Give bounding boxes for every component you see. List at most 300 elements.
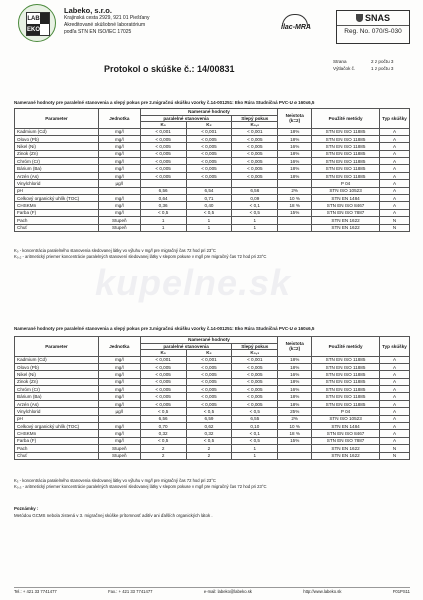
table-cell xyxy=(278,445,312,452)
table-cell: STN EN ISO 11885 xyxy=(312,172,380,179)
table-cell: < 0,005 xyxy=(140,150,186,157)
table-cell: mg/l xyxy=(98,135,140,142)
table-cell: A xyxy=(379,187,409,194)
table-cell: STN EN ISO 11885 xyxy=(312,386,380,393)
table-cell: < 0,005 xyxy=(140,363,186,370)
table-cell: 1 xyxy=(186,217,232,224)
remarks xyxy=(14,505,213,519)
table-cell: STN EN ISO 11885 xyxy=(312,356,380,363)
table-cell: < 0,005 xyxy=(232,150,278,157)
table-cell: STN EN ISO 8467 xyxy=(312,430,380,437)
table-cell: 18% xyxy=(278,150,312,157)
table-cell: A xyxy=(379,393,409,400)
table-cell: mg/l xyxy=(98,386,140,393)
table-cell: 1 xyxy=(232,445,278,452)
table-cell: < 0,001 xyxy=(140,128,186,135)
table-cell: mg/l xyxy=(98,437,140,444)
table-row xyxy=(15,393,410,400)
table-cell: Pach xyxy=(15,217,99,224)
table-cell: Chróm (Cr) xyxy=(15,386,99,393)
table-cell: STN ISO 10523 xyxy=(312,415,380,422)
table-cell: A xyxy=(379,165,409,172)
table-cell: A xyxy=(379,202,409,209)
table-cell: < 0,005 xyxy=(232,143,278,150)
snas-reg: Reg. No. 070/S-030 xyxy=(337,25,409,35)
table-cell: 0,36 xyxy=(140,202,186,209)
table-cell: Olovo (Pb) xyxy=(15,135,99,142)
table-cell: Zinok (Zn) xyxy=(15,150,99,157)
col-jednotka: Jednotka xyxy=(98,109,140,129)
table-cell: < 0,5 xyxy=(232,209,278,216)
table-cell: < 0,005 xyxy=(140,386,186,393)
table-cell: A xyxy=(379,423,409,430)
table-cell: Celkový organický uhlík (TOC) xyxy=(15,195,99,202)
footer-tel: Tel.: + 421 33 7741477 xyxy=(14,589,57,594)
table-cell xyxy=(278,224,312,231)
table-cell: A xyxy=(379,386,409,393)
table-row xyxy=(15,187,410,194)
table-cell: Stupeň xyxy=(98,452,140,459)
col-k0: K₀ xyxy=(140,350,186,357)
table-cell: 18% xyxy=(278,128,312,135)
table-cell: 6,56 xyxy=(140,187,186,194)
strana-label: Strana xyxy=(333,59,347,64)
note-line: K₀,₃ - aritmetický priemer koncentrácie paralelných stanovení sledovanej látky v slepom pokuse v mg/l pre migračný čas 72 hod pri 23°C xyxy=(14,483,267,489)
table-cell: A xyxy=(379,150,409,157)
col-paralelne: paralelné stanovenia xyxy=(140,115,232,122)
table-cell: < 0,005 xyxy=(186,172,232,179)
col-k0: K₀ xyxy=(140,122,186,129)
table-cell: STN EN ISO 11885 xyxy=(312,158,380,165)
table-cell: mg/l xyxy=(98,202,140,209)
table-cell: A xyxy=(379,180,409,187)
table-cell: < 0,005 xyxy=(186,371,232,378)
table-cell: Vinylchlorid xyxy=(15,408,99,415)
table-cell: STN EN 1622 xyxy=(312,452,380,459)
table-cell: mg/l xyxy=(98,393,140,400)
table-cell: mg/l xyxy=(98,209,140,216)
table-cell: STN EN ISO 7887 xyxy=(312,209,380,216)
table-cell: P 04 xyxy=(312,408,380,415)
footer-web[interactable]: http://www.labeko.sk xyxy=(303,589,342,594)
table-cell: < 0,001 xyxy=(186,356,232,363)
table-cell: STN EN ISO 11885 xyxy=(312,371,380,378)
table-cell: 1 xyxy=(140,217,186,224)
table-cell xyxy=(278,217,312,224)
table-cell: pH xyxy=(15,187,99,194)
table-cell: < 0,5 xyxy=(140,408,186,415)
table-row xyxy=(15,386,410,393)
table-cell: < 0,001 xyxy=(232,128,278,135)
table-cell: < 0,005 xyxy=(140,378,186,385)
table-cell: A xyxy=(379,158,409,165)
page-info xyxy=(333,58,409,72)
vytlacok-label: Výtlačok č. xyxy=(333,66,356,71)
table-cell: CHSKMn xyxy=(15,202,99,209)
ilac-mra-logo xyxy=(272,14,320,34)
table-cell: 18% xyxy=(278,165,312,172)
table-row xyxy=(15,165,410,172)
table-cell: µg/l xyxy=(98,408,140,415)
table-cell: STN EN 1622 xyxy=(312,217,380,224)
table-cell: 2 xyxy=(140,445,186,452)
table-cell xyxy=(232,180,278,187)
table-cell: mg/l xyxy=(98,195,140,202)
table-cell: 1 xyxy=(186,224,232,231)
logo-letter: LAB xyxy=(27,15,40,22)
logo-letter: EKO xyxy=(27,24,40,35)
table-cell: < 0,1 xyxy=(232,202,278,209)
table-row xyxy=(15,430,410,437)
table-cell: A xyxy=(379,430,409,437)
col-metody: Použité metódy xyxy=(312,337,380,357)
table1-body xyxy=(15,128,410,231)
table-cell: 10 % xyxy=(278,423,312,430)
table-cell: Olovo (Pb) xyxy=(15,363,99,370)
table-cell: STN EN ISO 11885 xyxy=(312,150,380,157)
remarks-heading: Poznámky : xyxy=(14,506,39,511)
table-cell: 18% xyxy=(278,400,312,407)
table-cell: mg/l xyxy=(98,400,140,407)
table-cell: 18 % xyxy=(278,430,312,437)
results-table-1 xyxy=(14,108,410,232)
table-cell: Chróm (Cr) xyxy=(15,158,99,165)
table-cell: STN ISO 10523 xyxy=(312,187,380,194)
table-cell: < 0,005 xyxy=(186,150,232,157)
table-cell: 0,64 xyxy=(140,195,186,202)
table-cell: < 0,005 xyxy=(232,371,278,378)
table-row xyxy=(15,363,410,370)
col-paralelne: paralelné stanovenia xyxy=(140,343,232,350)
table2-notes xyxy=(14,478,267,490)
table-cell xyxy=(98,415,140,422)
table-cell: < 0,005 xyxy=(232,172,278,179)
table-row xyxy=(15,217,410,224)
table-cell: 18% xyxy=(278,363,312,370)
table-cell: P 04 xyxy=(312,180,380,187)
table-cell: 0,32 xyxy=(140,430,186,437)
table-cell: Stupeň xyxy=(98,217,140,224)
table-cell: Chuť xyxy=(15,452,99,459)
table-cell: STN EN ISO 11885 xyxy=(312,143,380,150)
table-cell: N xyxy=(379,224,409,231)
snas-badge xyxy=(336,10,410,44)
table-row xyxy=(15,209,410,216)
table-cell xyxy=(278,452,312,459)
table-cell: < 0,005 xyxy=(140,393,186,400)
table-cell: 16% xyxy=(278,143,312,150)
table-row xyxy=(15,378,410,385)
col-neistota: Neistota (k=2) xyxy=(278,109,312,129)
table-row xyxy=(15,195,410,202)
table-cell: < 0,005 xyxy=(186,143,232,150)
table-cell: A xyxy=(379,172,409,179)
snas-title: SNAS xyxy=(364,13,390,23)
table-cell: STN EN ISO 11885 xyxy=(312,165,380,172)
table-cell: < 0,5 xyxy=(232,437,278,444)
table-cell: < 0,5 xyxy=(186,209,232,216)
table-cell: Kadmium (Cd) xyxy=(15,356,99,363)
table-cell: 2 xyxy=(186,445,232,452)
table-cell: A xyxy=(379,363,409,370)
table-cell: N xyxy=(379,217,409,224)
table-cell: 0,09 xyxy=(232,195,278,202)
col-parameter: Parameter xyxy=(15,337,99,357)
table-cell: 6,54 xyxy=(186,187,232,194)
table-cell: 2% xyxy=(278,187,312,194)
table-cell: Arzén (As) xyxy=(15,172,99,179)
table-cell: < 0,005 xyxy=(186,386,232,393)
table-row xyxy=(15,371,410,378)
table-cell: < 0,001 xyxy=(140,356,186,363)
table-cell: 0,32 xyxy=(186,430,232,437)
col-k3: K₃ xyxy=(186,350,232,357)
table-cell: mg/l xyxy=(98,363,140,370)
table-row xyxy=(15,423,410,430)
table-cell: 18% xyxy=(278,356,312,363)
table-cell: < 0,005 xyxy=(186,158,232,165)
table-cell: < 0,5 xyxy=(140,437,186,444)
table-row xyxy=(15,356,410,363)
table-cell: < 0,005 xyxy=(140,172,186,179)
table-cell: mg/l xyxy=(98,378,140,385)
table-cell: 18% xyxy=(278,378,312,385)
table-cell: 6,56 xyxy=(232,187,278,194)
table-cell: A xyxy=(379,135,409,142)
table-cell: mg/l xyxy=(98,356,140,363)
table-cell: 18% xyxy=(278,172,312,179)
logo-letter xyxy=(40,24,49,35)
table-cell: Nikel (Ni) xyxy=(15,371,99,378)
table-cell: 0,10 xyxy=(232,423,278,430)
shield-icon xyxy=(356,14,363,22)
table1-notes xyxy=(14,248,266,260)
table-cell: Farba (F) xyxy=(15,209,99,216)
table-cell: A xyxy=(379,143,409,150)
table-cell: A xyxy=(379,371,409,378)
table-row xyxy=(15,452,410,459)
table-cell: 1 xyxy=(232,452,278,459)
table-row xyxy=(15,150,410,157)
table-cell: STN EN ISO 7887 xyxy=(312,437,380,444)
table-cell: 0,70 xyxy=(140,423,186,430)
table-cell: Arzén (As) xyxy=(15,400,99,407)
strana-value: 2 z počtu 3 xyxy=(371,59,394,64)
table-cell: STN EN 1622 xyxy=(312,445,380,452)
table-cell: N xyxy=(379,452,409,459)
table-row xyxy=(15,172,410,179)
col-ks: K₀,₂ xyxy=(232,122,278,129)
table-cell: < 0,005 xyxy=(140,135,186,142)
table-cell: A xyxy=(379,128,409,135)
footer-email[interactable]: e-mail: labeko@labeko.sk xyxy=(203,589,252,594)
company-address: Krajinská cesta 2929, 921 01 Piešťany xyxy=(64,15,150,21)
table-cell: mg/l xyxy=(98,128,140,135)
table-cell: mg/l xyxy=(98,150,140,157)
table-cell: Bárium (Ba) xyxy=(15,393,99,400)
table-cell: < 0,005 xyxy=(232,158,278,165)
table-cell: 1 xyxy=(232,217,278,224)
table-cell: < 0,005 xyxy=(232,363,278,370)
table-cell: < 0,005 xyxy=(186,363,232,370)
col-typ: Typ skúšky xyxy=(379,337,409,357)
table-cell: mg/l xyxy=(98,165,140,172)
table-cell: STN EN ISO 11885 xyxy=(312,135,380,142)
table-row xyxy=(15,415,410,422)
table-cell: < 0,005 xyxy=(232,135,278,142)
table-cell: 15% xyxy=(278,437,312,444)
table-cell: mg/l xyxy=(98,423,140,430)
table-cell: 6,56 xyxy=(140,415,186,422)
table1-caption: Namerané hodnoty pre paralelné stanovenia a slepý pokus pre 2.migračnú skúšku vzorky č.14-001251: Eko Rúra Studničná PVC-U ø 160x6,5 xyxy=(14,100,315,105)
table-cell: Stupeň xyxy=(98,224,140,231)
table-cell: mg/l xyxy=(98,158,140,165)
table-row xyxy=(15,135,410,142)
table-cell: 18% xyxy=(278,393,312,400)
table-cell: Vinylchlorid xyxy=(15,180,99,187)
table-cell: < 0,005 xyxy=(186,378,232,385)
table-cell: STN EN 1484 xyxy=(312,423,380,430)
table2-body xyxy=(15,356,410,459)
watermark: kupelne.sk xyxy=(95,262,292,303)
table-cell: < 0,005 xyxy=(232,378,278,385)
company-block xyxy=(64,6,150,35)
col-jednotka: Jednotka xyxy=(98,337,140,357)
table-cell: < 0,005 xyxy=(232,400,278,407)
table-cell: 18% xyxy=(278,135,312,142)
table-cell: < 0,001 xyxy=(186,128,232,135)
ilac-text: ilac-MRA xyxy=(281,24,311,31)
col-metody: Použité metódy xyxy=(312,109,380,129)
table-cell: 15% xyxy=(278,209,312,216)
table-cell: A xyxy=(379,378,409,385)
table-cell: A xyxy=(379,408,409,415)
table-cell: 6,59 xyxy=(186,415,232,422)
table-cell: µg/l xyxy=(98,180,140,187)
table-cell: < 0,005 xyxy=(186,393,232,400)
table-cell: N xyxy=(379,445,409,452)
table-cell: 16% xyxy=(278,158,312,165)
table-cell: STN EN ISO 11885 xyxy=(312,378,380,385)
table-cell: STN EN ISO 11885 xyxy=(312,363,380,370)
table-cell: pH xyxy=(15,415,99,422)
col-namerane: Namerané hodnoty xyxy=(140,337,278,344)
company-standard: podľa STN EN ISO/IEC 17025 xyxy=(64,28,132,35)
table-cell: A xyxy=(379,415,409,422)
col-neistota: Neistota (k=2) xyxy=(278,337,312,357)
table-cell: < 0,1 xyxy=(232,430,278,437)
table-cell: 25% xyxy=(278,408,312,415)
table-cell xyxy=(186,180,232,187)
table-cell: A xyxy=(379,356,409,363)
note-line: K₃ - koncentrácia paralelného stanovenia sledovanej látky vo výluhu v mg/l pre migračný čas 72 hod pri 23°C xyxy=(14,478,216,483)
table-cell: < 0,005 xyxy=(140,158,186,165)
results-table-2 xyxy=(14,336,410,460)
table-cell: 2% xyxy=(278,415,312,422)
table-cell: 6,55 xyxy=(232,415,278,422)
table-cell: 2 xyxy=(140,452,186,459)
table-cell: < 0,005 xyxy=(186,165,232,172)
table-cell: < 0,005 xyxy=(232,393,278,400)
table-row xyxy=(15,158,410,165)
table-cell: mg/l xyxy=(98,172,140,179)
company-name: Labeko, s.r.o. xyxy=(64,6,112,15)
table-cell: A xyxy=(379,400,409,407)
table-cell: < 0,001 xyxy=(232,356,278,363)
table-row xyxy=(15,202,410,209)
table-cell: 18 % xyxy=(278,202,312,209)
table-cell: Nikel (Ni) xyxy=(15,143,99,150)
col-slepy: Slepý pokus xyxy=(232,343,278,350)
table-cell: 1 xyxy=(140,224,186,231)
table-cell: < 0,5 xyxy=(186,408,232,415)
table-cell: A xyxy=(379,437,409,444)
col-parameter: Parameter xyxy=(15,109,99,129)
table-cell: 0,62 xyxy=(186,423,232,430)
table-cell: mg/l xyxy=(98,430,140,437)
table-cell: 16% xyxy=(278,371,312,378)
table-cell: 0,71 xyxy=(186,195,232,202)
table-row xyxy=(15,400,410,407)
table-cell: < 0,005 xyxy=(140,143,186,150)
table-cell: < 0,5 xyxy=(186,437,232,444)
table-cell: 1 xyxy=(232,224,278,231)
footer-fax: Fax.: + 421 33 7741477 xyxy=(108,589,153,594)
table-cell: STN EN ISO 11885 xyxy=(312,400,380,407)
table-cell: < 0,5 xyxy=(140,209,186,216)
table-cell xyxy=(98,187,140,194)
col-ks: K₀,₃ xyxy=(232,350,278,357)
col-k2: K₂ xyxy=(186,122,232,129)
table-cell: mg/l xyxy=(98,143,140,150)
table-cell: 10 % xyxy=(278,195,312,202)
table-row xyxy=(15,445,410,452)
col-slepy: Slepý pokus xyxy=(232,115,278,122)
col-typ: Typ skúšky xyxy=(379,109,409,129)
table-cell: Zinok (Zn) xyxy=(15,378,99,385)
table-cell: STN EN ISO 11885 xyxy=(312,128,380,135)
table-cell: A xyxy=(379,209,409,216)
company-accreditation: Akreditované skúšobné laboratórium xyxy=(64,21,146,28)
table-cell: Celkový organický uhlík (TOC) xyxy=(15,423,99,430)
table-row xyxy=(15,128,410,135)
remarks-text: Metódou GCMS nebola zistená v 3. migračnej skúške prítomnosť aditív ani ďalších organických látok . xyxy=(14,513,213,518)
table2-caption: Namerané hodnoty pre paralelné stanovenia a slepý pokus pre 3.migračnú skúšku vzorky č.14-001251: Eko Rúra Studničná PVC-U ø 160x6,5 xyxy=(14,326,315,331)
table-cell: < 0,5 xyxy=(232,408,278,415)
table-cell: < 0,005 xyxy=(186,135,232,142)
table-cell: Pach xyxy=(15,445,99,452)
table-cell: 0,40 xyxy=(186,202,232,209)
note-line: K₀,₂ - aritmetický priemer koncentrácie paralelných stanovení sledovanej látky v slepom pokuse v mg/l pre migračný čas 72 hod pri 23°C xyxy=(14,253,267,259)
table-cell: Stupeň xyxy=(98,445,140,452)
table-cell: STN EN 1484 xyxy=(312,195,380,202)
table-cell: Bárium (Ba) xyxy=(15,165,99,172)
table-row xyxy=(15,180,410,187)
table-cell: STN EN ISO 8467 xyxy=(312,202,380,209)
note-line: K₀ - koncentrácia paralelného stanovenia sledovanej látky vo výluhu v mg/l pre migračný čas 72 hod pri 23°C xyxy=(14,248,216,253)
vytlacok-value: 1 z počtu 3 xyxy=(371,66,394,71)
table-cell: STN EN 1622 xyxy=(312,224,380,231)
table-row xyxy=(15,437,410,444)
table-row xyxy=(15,224,410,231)
table-cell: < 0,005 xyxy=(140,371,186,378)
footer-code: F01PS11 xyxy=(392,589,410,594)
table-row xyxy=(15,143,410,150)
table-cell: < 0,005 xyxy=(232,165,278,172)
table-cell: 2 xyxy=(186,452,232,459)
table-cell: mg/l xyxy=(98,371,140,378)
labeko-logo xyxy=(18,4,56,42)
